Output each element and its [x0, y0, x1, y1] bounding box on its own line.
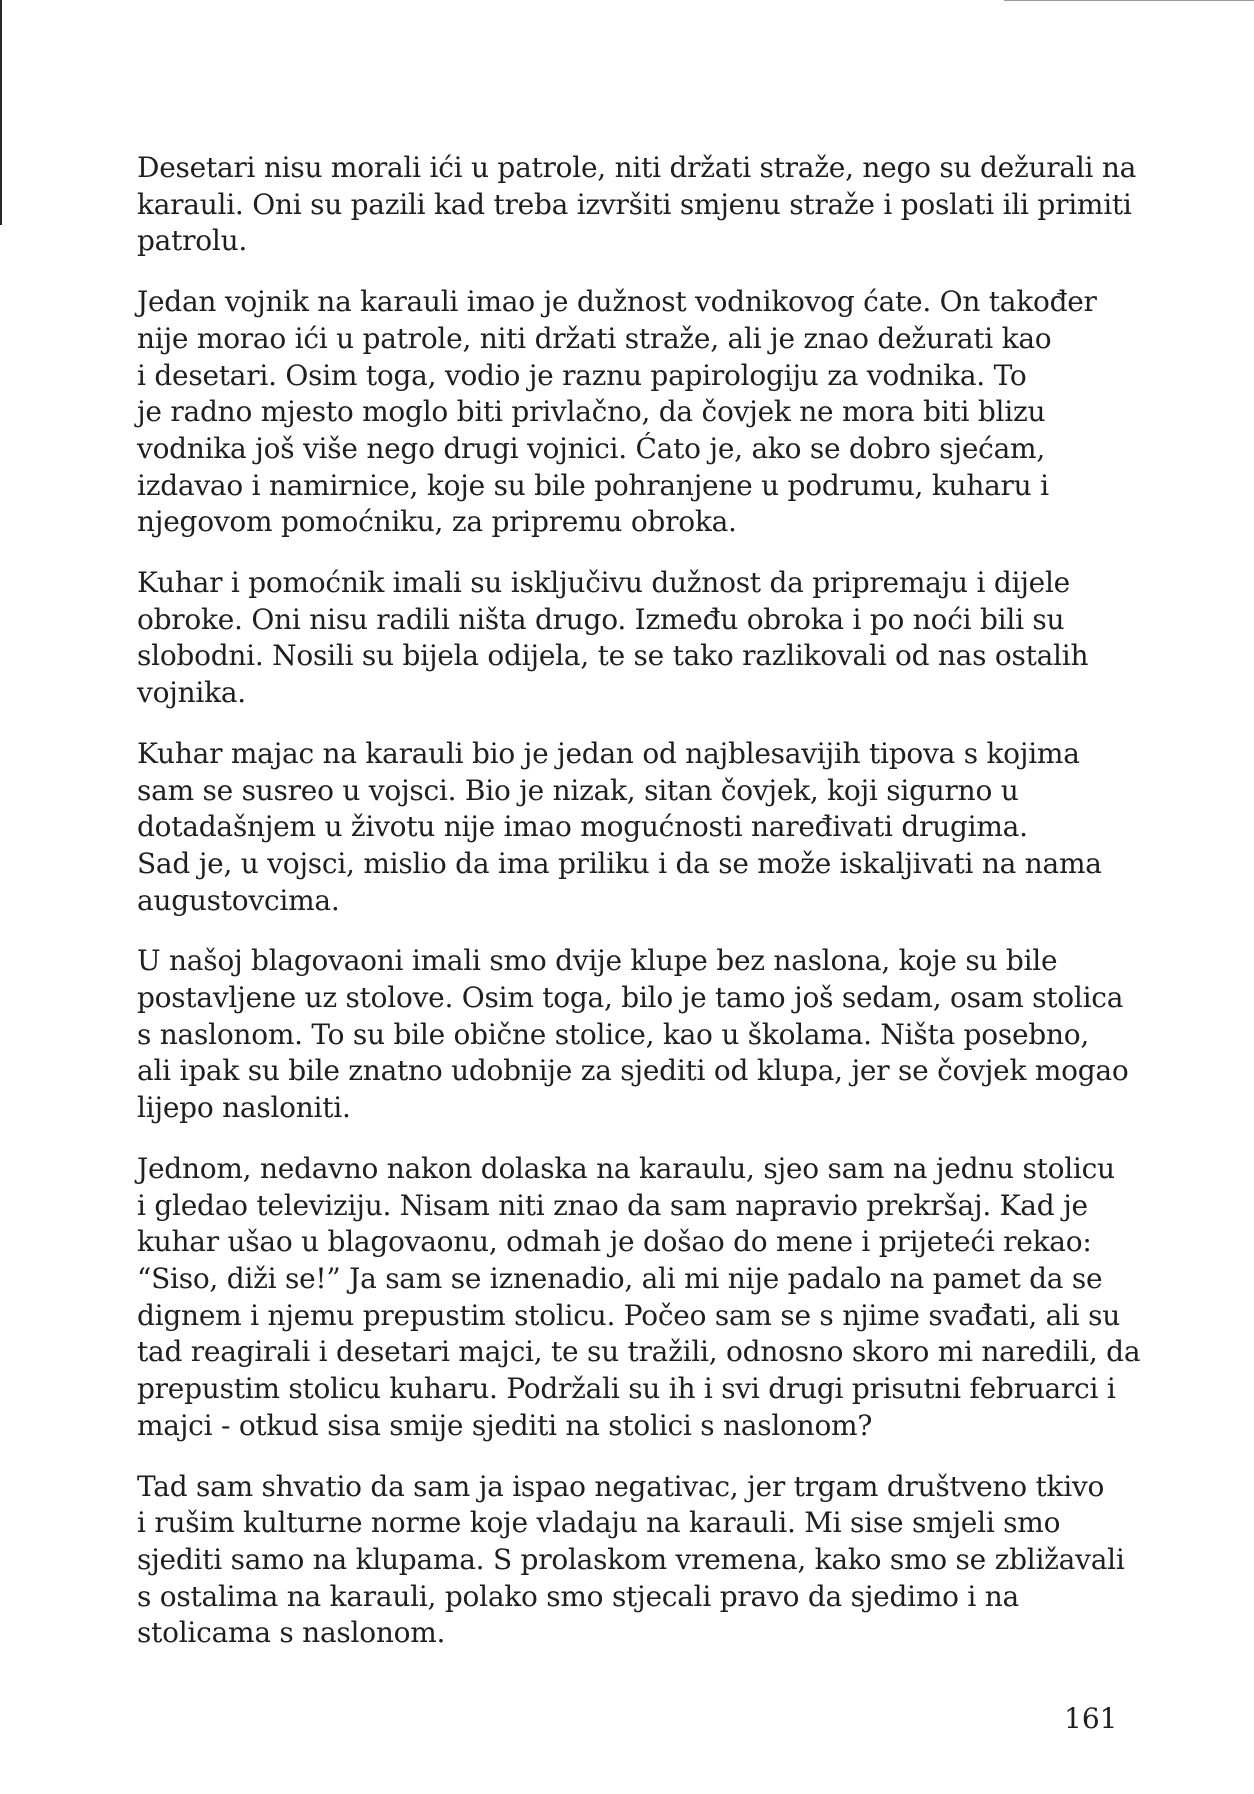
text-line: slobodni. Nosili su bijela odijela, te se tako razlikovali od nas ostalih	[137, 639, 1089, 673]
text-line: sjediti samo na klupama. S prolaskom vremena, kako smo se zbližavali	[137, 1542, 1125, 1576]
text-line: Jedan vojnik na karauli imao je dužnost vodnikovog ćate. On također	[137, 285, 1097, 319]
text-line: dotadašnjem u životu nije imao mogućnosti naređivati drugima.	[137, 810, 1028, 844]
text-line: Tad sam shvatio da sam ja ispao negativac, jer trgam društveno tkivo	[137, 1469, 1105, 1503]
text-line: obroke. Oni nisu radili ništa drugo. Između obroka i po noći bili su	[137, 602, 1065, 636]
text-line: izdavao i namirnice, koje su bile pohranjene u podrumu, kuharu i	[137, 468, 1049, 502]
text-line: vojnika.	[137, 676, 246, 710]
text-line: prepustim stolicu kuharu. Podržali su ih i svi drugi prisutni februarci i	[137, 1372, 1116, 1406]
text-line: vodnika još više nego drugi vojnici. Ćato je, ako se dobro sjećam,	[137, 431, 1045, 465]
text-line: Kuhar i pomoćnik imali su isključivu dužnost da pripremaju i dijele	[137, 566, 1070, 600]
text-line: “Siso, diži se!” Ja sam se iznenadio, ali mi nije padalo na pamet da se	[137, 1261, 1103, 1295]
text-line: i gledao televiziju. Nisam niti znao da sam napravio prekršaj. Kad je	[137, 1188, 1088, 1222]
text-line: i desetari. Osim toga, vodio je raznu papirologiju za vodnika. To	[137, 358, 1027, 392]
page-body	[137, 150, 1141, 1676]
paragraph-stolica-incident	[137, 1151, 1141, 1445]
text-line: augustovcima.	[137, 883, 340, 917]
text-line: njegovom pomoćniku, za pripremu obroka.	[137, 505, 737, 539]
text-line: majci - otkud sisa smije sjediti na stolici s naslonom?	[137, 1408, 873, 1442]
text-line: Jednom, nedavno nakon dolaska na karaulu, sjeo sam na jednu stolicu	[137, 1151, 1115, 1185]
text-line: kuhar ušao u blagovaonu, odmah je došao do mene i prijeteći rekao:	[137, 1225, 1092, 1259]
paragraph-desetari	[137, 150, 1137, 260]
paragraph-cata	[137, 284, 1137, 541]
text-line: U našoj blagovaoni imali smo dvije klupe bez naslona, koje su bile	[137, 944, 1058, 978]
text-line: nije morao ići u patrole, niti držati straže, ali je znao dežurati kao	[137, 321, 1052, 355]
text-line: tad reagirali i desetari majci, te su tražili, odnosno skoro mi naredili, da	[137, 1335, 1141, 1369]
page-number: 161	[1064, 1702, 1118, 1735]
paragraph-kuhar-pomocnik	[137, 565, 1137, 712]
text-line: Sad je, u vojsci, mislio da ima priliku i da se može iskaljivati na nama	[137, 846, 1102, 880]
text-line: sam se susreo u vojsci. Bio je nizak, sitan čovjek, koji sigurno u	[137, 773, 1019, 807]
text-line: Desetari nisu morali ići u patrole, niti držati straže, nego su dežurali na	[137, 151, 1137, 184]
text-line: stolicama s naslonom.	[137, 1616, 446, 1650]
text-line: lijepo nasloniti.	[137, 1091, 351, 1125]
text-line: je radno mjesto moglo biti privlačno, da čovjek ne mora biti blizu	[137, 395, 1046, 429]
text-line: Kuhar majac na karauli bio je jedan od najblesavijih tipova s kojima	[137, 736, 1080, 770]
text-line: karauli. Oni su pazili kad treba izvršiti smjenu straže i poslati ili primiti	[137, 187, 1132, 221]
scan-border-top	[1004, 0, 1254, 1]
text-line: dignem i njemu prepustim stolicu. Počeo sam se s njime svađati, ali su	[137, 1298, 1121, 1332]
text-line: postavljene uz stolove. Osim toga, bilo je tamo još sedam, osam stolica	[137, 981, 1124, 1015]
text-line: patrolu.	[137, 224, 247, 258]
paragraph-kuhar-majac	[137, 736, 1137, 920]
paragraph-zakljucak	[137, 1469, 1137, 1653]
text-line: ali ipak su bile znatno udobnije za sjediti od klupa, jer se čovjek mogao	[137, 1054, 1129, 1088]
text-line: s naslonom. To su bile obične stolice, kao u školama. Ništa posebno,	[137, 1017, 1089, 1051]
text-line: i rušim kulturne norme koje vladaju na karauli. Mi sise smjeli smo	[137, 1506, 1061, 1540]
scan-border-left	[0, 0, 2, 225]
paragraph-blagovaona	[137, 943, 1137, 1127]
text-line: s ostalima na karauli, polako smo stjecali pravo da sjedimo i na	[137, 1579, 1019, 1613]
